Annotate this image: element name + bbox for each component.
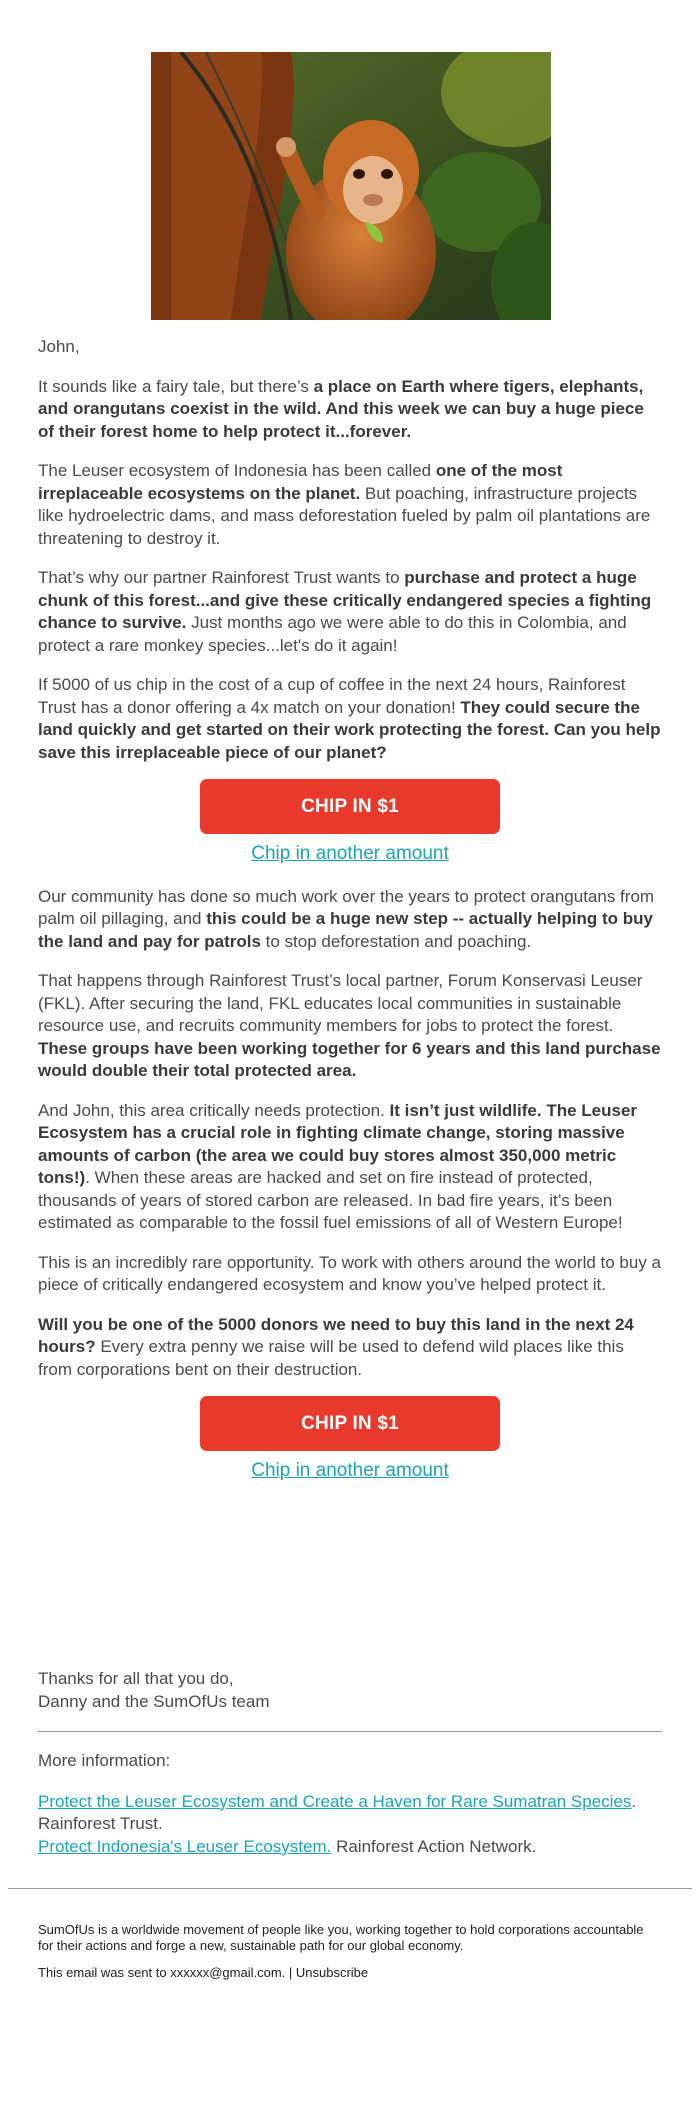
unsubscribe-link[interactable]: Unsubscribe [295,1965,369,1980]
paragraph-ask [38,1314,662,1382]
text: It sounds like a fairy tale, but there’s [38,376,314,396]
emphasis: purchase and protect a huge chunk of this forest...and give these critically endangered species a fighting chance to survive. [38,568,652,632]
emphasis: one of the most irreplaceable ecosystems on the planet. [38,461,563,503]
paragraph-intro [38,376,662,444]
more-info-heading: More information: [38,1751,171,1770]
paragraph-partner [38,567,662,657]
email-body [38,336,662,1483]
orangutan-illustration [151,52,551,320]
divider [38,1731,662,1732]
text: That happens through Rainforest Trust’s local partner, Forum Konservasi Leuser (FKL). After securing the land, FKL educates local communities in sustainable resource use, and recruits community members for jobs to protect the forest. [38,971,643,1035]
footer-about: SumOfUs is a worldwide movement of people like you, working together to hold corporations accountable for their actions and forge a new, sustainable path for our global economy. [38,1922,644,1953]
text: If 5000 of us chip in the cost of a cup of coffee in the next 24 hours, Rainforest Trust has a donor offering a 4x match on your donation! [38,675,626,717]
source-item [38,1791,668,1836]
chip-in-other-amount-link[interactable]: Chip in another amount [251,843,449,864]
text: But poaching, infrastructure projects like hydroelectric dams, and mass deforestation fueled by palm oil plantations are threatening to destroy it. [38,483,651,548]
paragraph-opportunity: This is an incredibly rare opportunity. To work with others around the world to buy a piece of critically endangered ecosystem and know you’ve helped protect it. [38,1252,662,1294]
text: . When these areas are hacked and set on fire instead of protected, thousands of years of stored carbon are released. In bad fire years, it’s been estimated as comparable to the fossil fuel emissions of all of Western Europe! [38,1168,623,1232]
text: Just months ago we were able to do this in Colombia, and protect a rare monkey species...let's do it again! [38,613,627,655]
source-name: Rainforest Action Network. [331,1836,537,1856]
source-name: . Rainforest Trust. [38,1791,637,1833]
signoff-signature: Danny and the SumOfUs team [38,1691,270,1711]
chip-in-button[interactable]: CHIP IN $1 [200,779,500,834]
paragraph-leuser [38,460,662,550]
paragraph-carbon [38,1100,662,1235]
source-link-ran[interactable]: Protect Indonesia's Leuser Ecosystem. [38,1836,332,1856]
cta-block-1 [38,779,662,866]
more-information [38,1750,668,1858]
emphasis: These groups have been working together for 6 years and this land purchase would double their total protected area. [38,1038,661,1080]
text: And John, this area critically needs protection. [38,1100,390,1120]
footer-recipient [38,1965,658,1981]
text: That’s why our partner Rainforest Trust wants to [38,568,405,587]
cta-block-2 [38,1396,662,1483]
text: to stop deforestation and poaching. [260,931,532,951]
source-link-rainforest-trust[interactable]: Protect the Leuser Ecosystem and Create a Haven for Rare Sumatran Species [38,1791,632,1811]
footer [38,1922,658,1993]
paragraph-match [38,674,662,764]
greeting: John, [38,337,80,356]
source-item [38,1836,668,1859]
paragraph-community [38,886,662,954]
chip-in-other-amount-link[interactable]: Chip in another amount [251,1460,449,1481]
paragraph-fkl [38,970,662,1083]
chip-in-button[interactable]: CHIP IN $1 [200,1396,500,1451]
emphasis: Will you be one of the 5000 donors we need to buy this land in the next 24 hours? [38,1314,634,1356]
emphasis: It isn’t just wildlife. The Leuser Ecosystem has a crucial role in fighting climate change, storing massive amounts of carbon (the area we could buy stores almost 350,000 metric tons!) [38,1100,638,1187]
emphasis: this could be a huge new step -- actually helping to buy the land and pay for patrols [38,909,653,951]
emphasis: They could secure the land quickly and get started on their work protecting the forest. Can you help save this irreplaceable piece of our planet? [38,697,661,762]
emphasis: a place on Earth where tigers, elephants, and orangutans coexist in the wild. And this week we can buy a huge piece of their forest home to help protect it...forever. [38,376,644,441]
signoff-thanks: Thanks for all that you do, [38,1669,234,1688]
text: Every extra penny we raise will be used to defend wild places like this from corporations bent on their destruction. [38,1337,624,1379]
footer-sent-to: This email was sent to xxxxxx@gmail.com. | [38,1965,296,1980]
text: Our community has done so much work over the years to protect orangutans from palm oil pillaging, and [38,886,655,928]
text: The Leuser ecosystem of Indonesia has been called [38,461,436,480]
footer-divider [8,1888,692,1889]
signoff [38,1668,270,1713]
hero-image [151,52,551,320]
